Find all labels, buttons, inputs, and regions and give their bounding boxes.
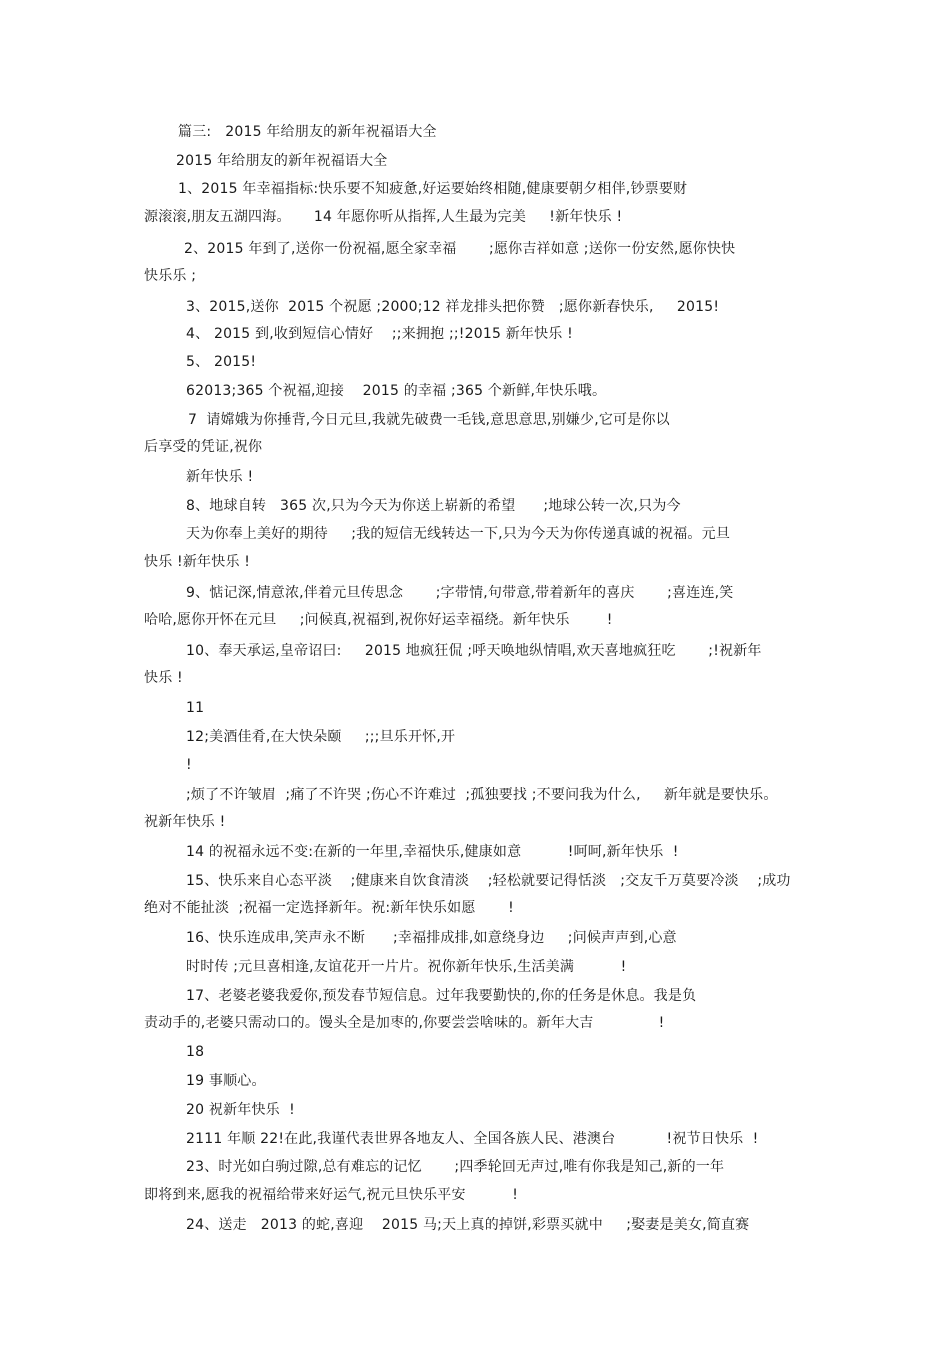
text-line: 2、2015 年到了,送你一份祝福,愿全家幸福 ;愿你吉祥如意 ;送你一份安然,愿你快快 [184,241,736,257]
text-line: 17、老婆老婆我爱你,预发春节短信息。过年我要勤快的,你的任务是休息。我是负 [186,988,697,1004]
text-line: 新年快乐 ! [186,469,254,485]
text-line: 62013;365 个祝福,迎接 2015 的幸福 ;365 个新鲜,年快乐哦。 [186,383,607,399]
text-line: 4、 2015 到,收到短信心情好 ;;来拥抱 ;;!2015 新年快乐 ! [186,326,573,342]
text-line: 3、2015,送你 2015 个祝愿 ;2000;12 祥龙排头把你赞 ;愿你新春快乐, 2015! [186,299,720,315]
text-line: 绝对不能扯淡 ;祝福一定选择新年。祝:新年快乐如愿 ! [144,900,514,916]
text-line: 即将到来,愿我的祝福给带来好运气,祝元旦快乐平安 ! [144,1187,519,1203]
text-line: 12;美酒佳肴,在大快朵颐 ;;;旦乐开怀,开 [186,729,456,745]
text-line: 5、 2015! [186,354,257,370]
text-line: 责动手的,老婆只需动口的。馒头全是加枣的,你要尝尝啥味的。新年大吉 ! [144,1015,665,1031]
text-line: 时时传 ;元旦喜相逢,友谊花开一片片。祝你新年快乐,生活美满 ! [186,959,627,975]
text-line: 7 请嫦娥为你捶背,今日元旦,我就先破费一毛钱,意思意思,别嫌少,它可是你以 [188,412,670,428]
text-line: 20 祝新年快乐 ! [186,1102,295,1118]
text-line: 后享受的凭证,祝你 [144,439,263,455]
text-line: 1、2015 年幸福指标:快乐要不知疲惫,好运要始终相随,健康要朝夕相伴,钞票要财 [178,181,688,197]
text-line: 哈哈,愿你开怀在元旦 ;问候真,祝福到,祝你好运幸福绕。新年快乐 ! [144,612,613,628]
text-line: 24、送走 2013 的蛇,喜迎 2015 马;天上真的掉饼,彩票买就中 ;娶妻是美女,简直赛 [186,1217,750,1233]
text-line: 天为你奉上美好的期待 ;我的短信无线转达一下,只为今天为你传递真诚的祝福。元旦 [186,526,731,542]
text-line: ! [186,757,192,773]
text-line: 快乐 ! [144,670,183,686]
text-line: 快乐乐 ; [144,268,197,284]
text-line: 8、地球自转 365 次,只为今天为你送上崭新的希望 ;地球公转一次,只为今 [186,498,681,514]
text-line: 23、时光如白驹过隙,总有难忘的记忆 ;四季轮回无声过,唯有你我是知己,新的一年 [186,1159,725,1175]
document-title: 2015 年给朋友的新年祝福语大全 [176,153,388,169]
text-line: 19 事顺心。 [186,1073,266,1089]
text-line: 快乐 !新年快乐 ! [144,554,251,570]
text-line: 16、快乐连成串,笑声永不断 ;幸福排成排,如意绕身边 ;问候声声到,心意 [186,930,677,946]
text-line: 9、惦记深,情意浓,伴着元旦传思念 ;字带情,句带意,带着新年的喜庆 ;喜连连,笑 [186,585,734,601]
text-line: ;烦了不许皱眉 ;痛了不许哭 ;伤心不许难过 ;孤独要找 ;不要问我为什么, 新年就是要快乐。 [186,787,778,803]
text-line: 18 [186,1044,205,1060]
section-heading: 篇三: 2015 年给朋友的新年祝福语大全 [178,124,437,140]
text-line: 源滚滚,朋友五湖四海。 14 年愿你听从指挥,人生最为完美 !新年快乐 ! [144,209,623,225]
text-line: 11 [186,700,205,716]
text-line: 14 的祝福永远不变:在新的一年里,幸福快乐,健康如意 !呵呵,新年快乐 ! [186,844,679,860]
text-line: 祝新年快乐 ! [144,814,226,830]
text-line: 15、快乐来自心态平淡 ;健康来自饮食清淡 ;轻松就要记得恬淡 ;交友千万莫要冷淡 ;成功 [186,873,791,889]
text-line: 2111 年顺 22!在此,我谨代表世界各地友人、全国各族人民、港澳台 !祝节日快乐 ! [186,1131,759,1147]
text-line: 10、奉天承运,皇帝诏曰: 2015 地疯狂侃 ;呼天唤地纵情唱,欢天喜地疯狂吃 ;!祝新年 [186,643,762,659]
